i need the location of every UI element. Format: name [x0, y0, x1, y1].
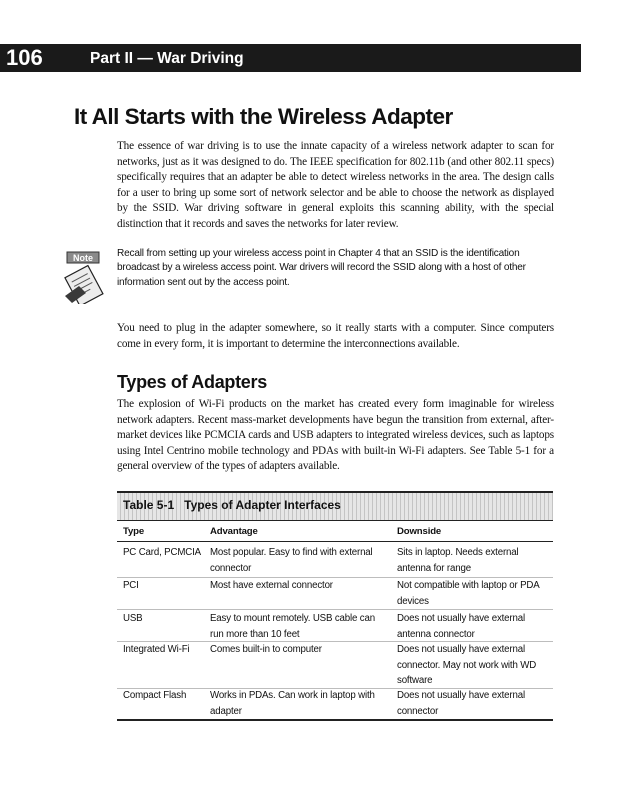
table-cell-downside: Sits in laptop. Needs external antenna for range: [397, 547, 519, 574]
table-cell-downside: Does not usually have external connector: [397, 690, 525, 717]
table-title: Types of Adapter Interfaces: [184, 498, 341, 512]
column-header-advantage: Advantage: [210, 526, 258, 537]
body-paragraph: The essence of war driving is to use the innate capacity of a wireless network adapter to scan for networks, just as it was designed to do. The IEEE specification for 802.11b (and other 802.11 specs) specifically requires that an adapter be able to detect wireless networks in the area. The design calls for a user to bring up some sort of network selector and be able to choose the network as displayed by the SSID. War driving software in general exploits this scanning ability, with the special distinction that it records and saves the networks for later review.: [117, 140, 554, 230]
table-cell-advantage: Comes built-in to computer: [210, 644, 322, 655]
body-paragraph: You need to plug in the adapter somewhere, so it really starts with a computer. Since computers come in every form, it is important to determine the interconnections available.: [117, 322, 554, 350]
section-heading-wireless-adapter: It All Starts with the Wireless Adapter: [74, 104, 453, 129]
body-paragraph: The explosion of Wi-Fi products on the market has created every form imaginable for wireless network adapters. Recent mass-market developments have begun the transition from external, after-market devices like PCMCIA cards and USB adapters to integrated wireless devices, such as laptops using Intel Centrino mobile technology and PDAs with built-in Wi-Fi adapters. See Table 5-1 for a general overview of the types of adapters available.: [117, 398, 554, 473]
note-icon-label: Note: [73, 253, 93, 263]
table-bottom-rule: [117, 719, 553, 721]
table-cell-advantage: Easy to mount remotely. USB cable can run more than 10 feet: [210, 613, 375, 640]
page-number: 106: [6, 45, 43, 70]
note-text: Recall from setting up your wireless access point in Chapter 4 that an SSID is the identification broadcast by a wireless access point. War drivers will record the SSID along with a host of other information sent out by the access point.: [117, 248, 526, 288]
table-cell-downside: Does not usually have external connector. May not work with WD software: [397, 644, 537, 686]
table-header-rule: [117, 541, 553, 542]
note-icon: [60, 250, 106, 304]
column-header-downside: Downside: [397, 526, 442, 537]
section-heading-types-of-adapters: Types of Adapters: [117, 372, 267, 392]
column-header-type: Type: [123, 526, 145, 537]
table-cell-advantage: Most have external connector: [210, 580, 333, 591]
table-top-rule: [117, 491, 553, 493]
table-cell-type: USB: [123, 613, 143, 624]
table-caption: [123, 498, 341, 512]
table-cell-advantage: Works in PDAs. Can work in laptop with adapter: [210, 690, 375, 717]
table-number: Table 5-1: [123, 498, 175, 512]
table-cell-type: Compact Flash: [123, 690, 187, 701]
table-cell-downside: Not compatible with laptop or PDA devices: [397, 580, 540, 607]
table-cell-type: PC Card, PCMCIA: [123, 547, 201, 558]
row-divider: [117, 609, 553, 610]
page-header-bar: [0, 44, 581, 72]
table-caption-rule: [117, 520, 553, 521]
table-cell-type: PCI: [123, 580, 139, 591]
table-cell-downside: Does not usually have external antenna connector: [397, 613, 525, 640]
running-head-title: Part II — War Driving: [90, 50, 244, 67]
table-cell-type: Integrated Wi-Fi: [123, 644, 190, 655]
table-cell-advantage: Most popular. Easy to find with external connector: [210, 547, 373, 574]
